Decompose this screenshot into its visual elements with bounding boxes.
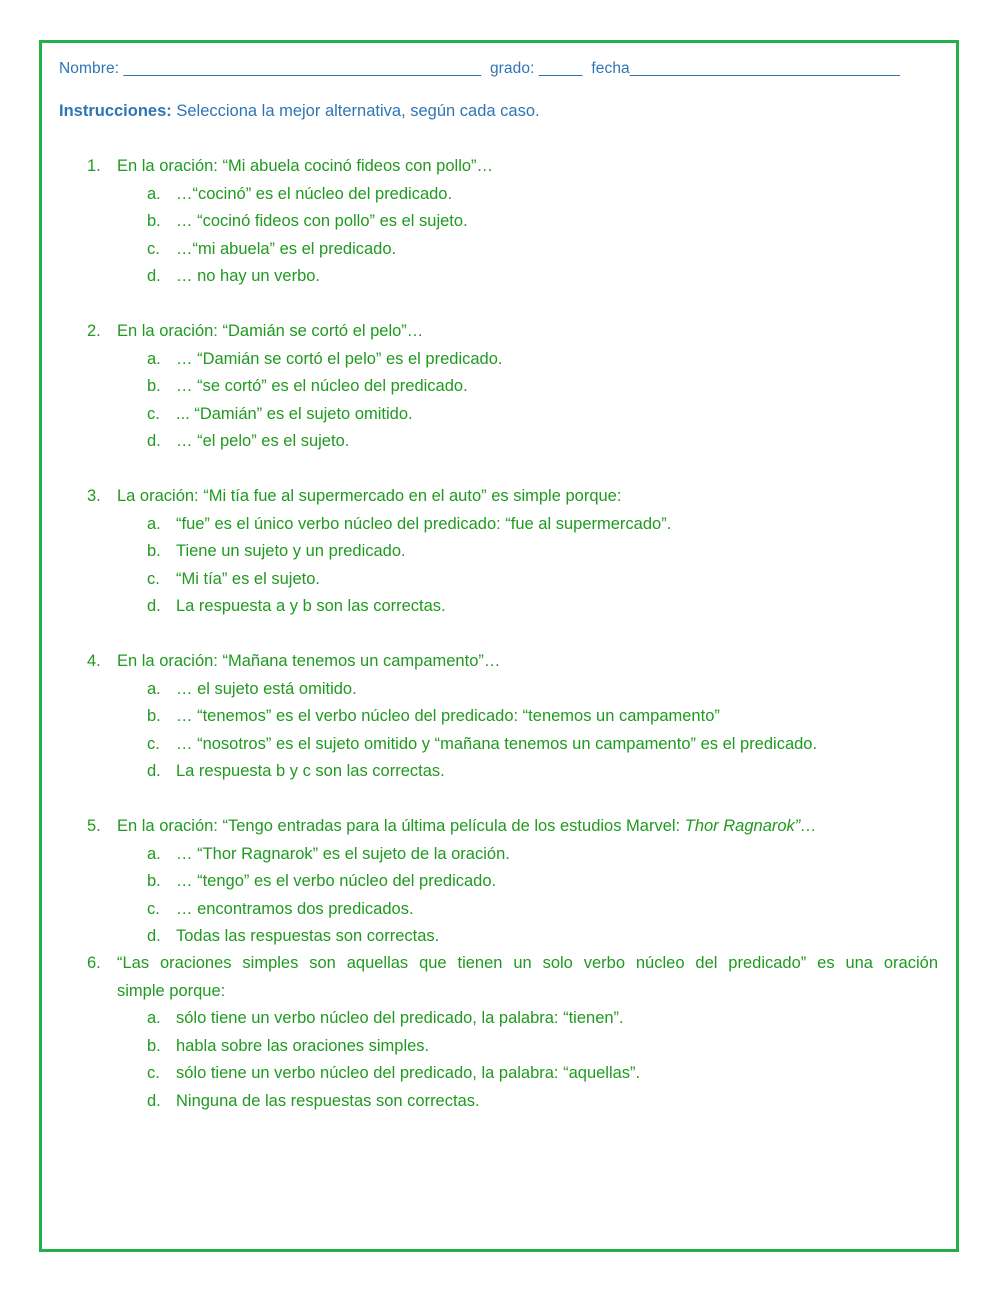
question-text-line-1: “Las oraciones simples son aquellas que tienen un solo verbo núcleo del predicado” es una oración [117, 954, 938, 972]
option-2d[interactable] [0, 428, 1000, 456]
option-text: Todas las respuestas son correctas. [176, 927, 440, 945]
option-4a[interactable] [0, 676, 1000, 704]
question-text-main: En la oración: “Tengo entradas para la última película de los estudios Marvel: [117, 817, 685, 835]
nombre-label: Nombre: [59, 60, 120, 77]
option-text: sólo tiene un verbo núcleo del predicado, la palabra: “aquellas”. [176, 1064, 641, 1082]
instructions-text: Selecciona la mejor alternativa, según cada caso. [171, 102, 540, 120]
option-text: La respuesta b y c son las correctas. [176, 762, 445, 780]
option-text: … “se cortó” es el núcleo del predicado. [176, 377, 468, 395]
question-number: 2. [87, 322, 101, 340]
option-6a[interactable] [0, 1005, 1000, 1033]
option-letter: b. [147, 212, 161, 230]
option-letter: d. [147, 762, 161, 780]
question-number: 3. [87, 487, 101, 505]
question-text: En la oración: “Mañana tenemos un campamento”… [117, 652, 501, 670]
option-3d[interactable] [0, 593, 1000, 621]
option-letter: b. [147, 707, 161, 725]
option-text: habla sobre las oraciones simples. [176, 1036, 430, 1055]
option-5c[interactable] [0, 896, 1000, 924]
option-4c[interactable] [0, 731, 1000, 759]
option-letter: a. [147, 679, 161, 698]
nombre-blank[interactable]: _________________________________________ [123, 60, 482, 77]
option-5a[interactable] [0, 841, 1000, 869]
question-text [117, 813, 817, 841]
option-2c[interactable] [0, 401, 1000, 429]
student-info-header [59, 60, 900, 78]
question-2 [0, 318, 1000, 456]
option-text: ... “Damián” es el sujeto omitido. [176, 404, 413, 423]
option-letter: c. [147, 899, 160, 918]
option-text: … encontramos dos predicados. [176, 899, 414, 918]
option-letter: b. [147, 872, 161, 890]
option-letter: d. [147, 927, 161, 945]
option-text: … “Damián se cortó el pelo” es el predicado. [176, 349, 503, 368]
question-number: 5. [87, 817, 101, 835]
option-6c[interactable] [0, 1060, 1000, 1088]
option-3c[interactable] [0, 566, 1000, 594]
question-number: 1. [87, 157, 101, 175]
option-letter: c. [147, 404, 160, 423]
option-letter: a. [147, 514, 161, 533]
option-letter: c. [147, 734, 160, 753]
question-3 [0, 483, 1000, 621]
option-1a[interactable] [0, 181, 1000, 209]
fecha-blank[interactable]: _______________________________ [629, 60, 901, 77]
question-6 [0, 950, 1000, 1115]
grado-label: grado: [489, 60, 535, 77]
option-text: Ninguna de las respuestas son correctas. [176, 1091, 480, 1110]
option-2a[interactable] [0, 346, 1000, 374]
option-text: … el sujeto está omitido. [176, 679, 357, 698]
option-3a[interactable] [0, 511, 1000, 539]
option-text: “Mi tía” es el sujeto. [176, 569, 320, 588]
option-letter: b. [147, 377, 161, 395]
option-4d[interactable] [0, 758, 1000, 786]
option-letter: a. [147, 184, 161, 203]
option-text: … “Thor Ragnarok” es el sujeto de la oración. [176, 844, 510, 863]
option-text: … “tenemos” es el verbo núcleo del predicado: “tenemos un campamento” [176, 707, 720, 725]
option-letter: c. [147, 1064, 160, 1082]
option-6d[interactable] [0, 1088, 1000, 1116]
option-text: … “el pelo” es el sujeto. [176, 432, 350, 450]
option-6b[interactable] [0, 1033, 1000, 1061]
option-text: … “nosotros” es el sujeto omitido y “mañana tenemos un campamento” es el predicado. [176, 734, 818, 753]
option-1b[interactable] [0, 208, 1000, 236]
option-letter: a. [147, 1009, 161, 1027]
option-text: …“cocinó” es el núcleo del predicado. [176, 184, 453, 203]
option-letter: c. [147, 239, 160, 258]
option-4b[interactable] [0, 703, 1000, 731]
option-5b[interactable] [0, 868, 1000, 896]
instructions [59, 102, 540, 121]
question-4 [0, 648, 1000, 786]
option-letter: b. [147, 542, 161, 560]
option-5d[interactable] [0, 923, 1000, 951]
option-text: … “tengo” es el verbo núcleo del predicado. [176, 872, 497, 890]
option-1d[interactable] [0, 263, 1000, 291]
question-text: En la oración: “Damián se cortó el pelo”… [117, 322, 424, 340]
question-text-line-2: simple porque: [117, 981, 226, 1000]
option-letter: d. [147, 432, 161, 450]
option-text: La respuesta a y b son las correctas. [176, 597, 446, 615]
question-1 [0, 153, 1000, 291]
question-text-italic: Thor Ragnarok”… [684, 817, 817, 835]
option-1c[interactable] [0, 236, 1000, 264]
option-2b[interactable] [0, 373, 1000, 401]
option-letter: a. [147, 844, 161, 863]
question-number: 4. [87, 652, 101, 670]
option-text: …“mi abuela” es el predicado. [176, 239, 397, 258]
question-5 [0, 813, 1000, 951]
option-letter: d. [147, 597, 161, 615]
option-text: “fue” es el único verbo núcleo del predicado: “fue al supermercado”. [176, 514, 672, 533]
question-text: La oración: “Mi tía fue al supermercado en el auto” es simple porque: [117, 487, 622, 505]
option-letter: b. [147, 1036, 161, 1055]
instructions-label: Instrucciones: [59, 102, 172, 120]
option-text: … no hay un verbo. [176, 267, 321, 285]
question-number: 6. [87, 954, 101, 972]
option-letter: d. [147, 267, 161, 285]
grado-blank[interactable]: _____ [538, 60, 583, 77]
option-text: … “cocinó fideos con pollo” es el sujeto. [176, 212, 468, 230]
question-text: En la oración: “Mi abuela cocinó fideos con pollo”… [117, 157, 494, 175]
option-3b[interactable] [0, 538, 1000, 566]
option-letter: d. [147, 1091, 161, 1110]
option-letter: c. [147, 569, 160, 588]
option-text: sólo tiene un verbo núcleo del predicado, la palabra: “tienen”. [176, 1009, 624, 1027]
option-text: Tiene un sujeto y un predicado. [176, 542, 406, 560]
option-letter: a. [147, 349, 161, 368]
fecha-label: fecha [591, 60, 630, 77]
